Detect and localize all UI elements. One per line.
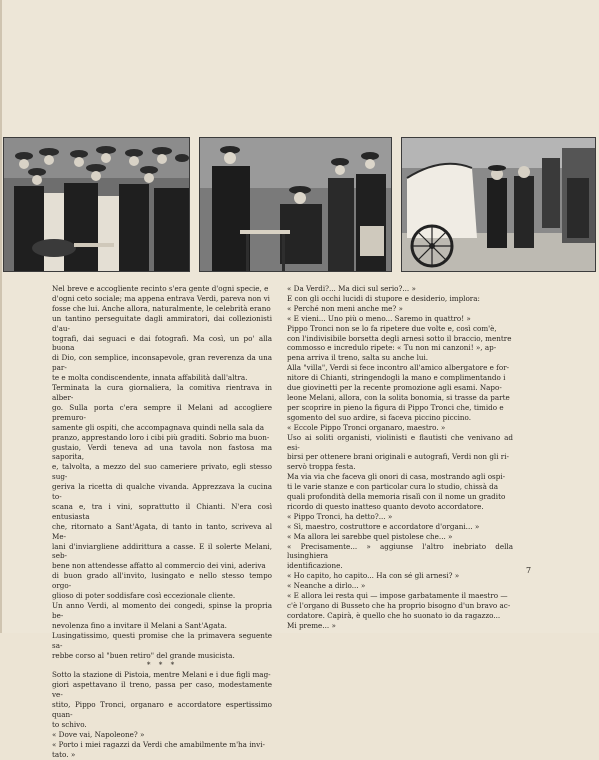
dialogue-line: « Porto i miei ragazzi da Verdi che amabilmente m'ha invi- tato. » (52, 739, 265, 759)
right-text-column (287, 284, 513, 631)
page-number: 7 (526, 566, 532, 575)
crowd-photo-image (4, 138, 189, 271)
section-divider: * * * (146, 660, 178, 670)
paragraph-hotel: Terminata la cura giornaliera, la comitiva rientrava in alber- go. Sulla porta c'era sempre il Melani ad accogliere premuro- samente gli ospiti, che accompagnava quindi nella sala da pranzo, apprestando loro i cibi più graditi. Sobrio ma buon- gustaio, Verdi teneva ad una tavola non fastosa ma saporita, e, talvolta, a mezzo del suo cameriere privato, egli stesso sug- geriva la ricetta di qualche vivanda. Apprezzava la cucina to- scana e, tra i vini, soprattutto il Chianti. N'era così entusiasta che, ritornato a Sant'Agata, di tanto in tanto, scriveva al Me- lani d'inviargliene addirittura a casse. E il solerte Melani, seb- bene non attendesse affatto al commercio dei vini, aderiva di buon grado all'invito, lusingato e nello stesso tempo orgo- glioso di poter soddisfare così eccezionale cliente. (52, 383, 272, 601)
paragraph-intro: Nel breve e accogliente recinto s'era gente d'ogni specie, e d'ogni ceto sociale; ma appena entrava Verdi, pareva non vi fosse che lui. Anche allora, naturalmente, le celebrità erano un tantino perseguitate dagli ammiratori, dai collezionisti d'au- tografi, dai seguaci e dai fotografi. Ma così, un po' alla buona di Dio, con semplice, inconsapevole, gran reverenza da una par- te e molta condiscendente, innata affabilità dall'altra. (52, 284, 272, 383)
carriage-photo-image (402, 138, 595, 271)
paragraph-invitation: Un anno Verdi, al momento dei congedi, spinse la propria be- nevolenza fino a invitare il Melani a Sant'Agata. Lusingatissimo, questi promise che la primavera seguente sa- rebbe corso al "buen retiro" del grande musicista. (52, 601, 272, 660)
crowd-photo (3, 137, 190, 272)
scan-edge (0, 0, 2, 633)
dialogue-line: « Dove vai, Napoleone? » (52, 729, 145, 739)
paragraph-station: Sotto la stazione di Pistoia, mentre Melani e i due figli mag- giori aspettavano il treno, passa per caso, modestamente ve- stito, Pippo Tronci, organaro e accordatore espertissimo quan- to schivo. (52, 670, 272, 729)
right-column-text: « Da Verdi?... Ma dici sul serio?... » E con gli occhi lucidi di stupore e desiderio, implora: « Perché non meni anche me? » « E vieni... Uno più o meno... Saremo in quattro! » Pippo Tronci non se lo fa ripetere due volte e, così com'è, con l'indivisibile borsetta degli arnesi sotto il braccio, mentre commosso e incredulo ripete: « Tu non mi canzoni! », ap- pena arriva il treno, salta su anche lui. Alla "villa", Verdi si fece incontro all'amico albergatore e for- nitore di Chianti, stringendogli la mano e complimentando i due giovinetti per la recente promozione agli esami. Napo- leone Melani, allora, con la solita bonomia, si trasse da parte per scoprire in pieno la figura di Pippo Tronci che, timido e sgomento del suo ardire, si faceva piccino piccino. « Eccole Pippo Tronci organaro, maestro. » Uso ai soliti organisti, violinisti e flautisti che venivano ad esi- birsi per ottenere brani originali e autografi, Verdi non gli ri- servò troppa festa. Ma via via che faceva gli onori di casa, mostrando agli ospi- ti le varie stanze e con particolar cura lo studio, chissà da quali profondità della memoria risalì con il nome un gradito ricordo di questo inatteso quanto devoto accordatore. « Pippo Tronci, ha detto?... » « Sì, maestro, costruttore e accordatore d'organi... » « Ma allora lei sarebbe quel pistolese che... » « Precisamente... » aggiunse l'altro inebriato della lusinghiera identificazione. « Ho capito, ho capito... Ha con sé gli arnesi? » « Neanche a dirlo... » « E allora lei resta qui — impose garbatamente il maestro — c'è l'organo di Busseto che ha proprio bisogno d'un bravo ac- cordatore. Capirà, è quello che ho suonato io da ragazzo... Mi preme... » (287, 284, 513, 630)
seated-men-photo-image (200, 138, 391, 271)
carriage-photo (401, 137, 596, 272)
seated-men-photo (199, 137, 392, 272)
left-text-column (52, 284, 272, 760)
